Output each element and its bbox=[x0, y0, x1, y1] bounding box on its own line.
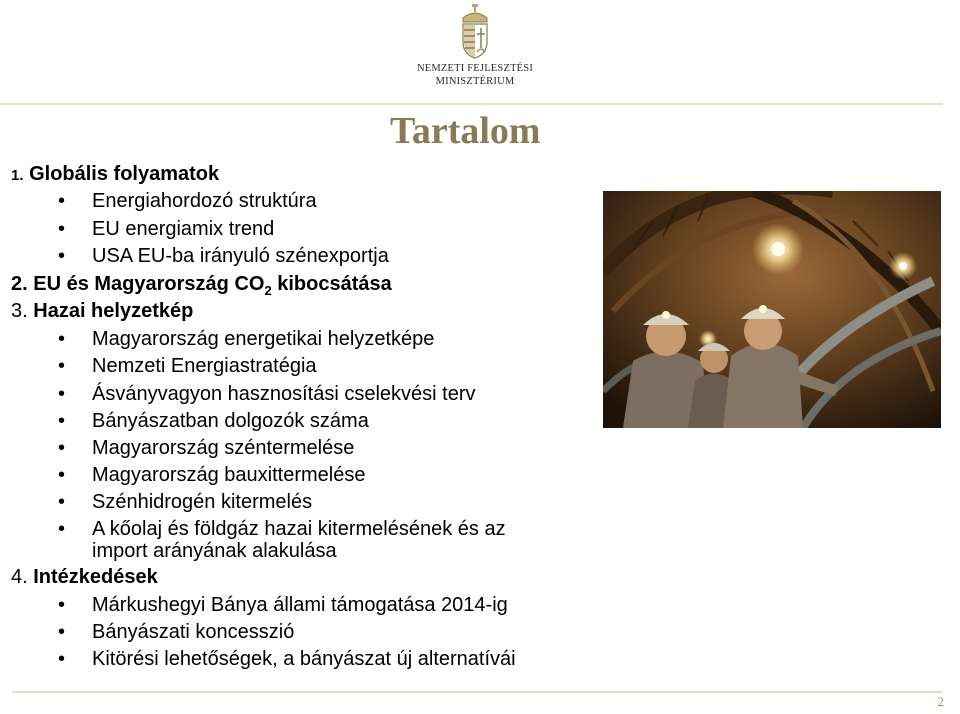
list-item: Bányászatban dolgozók száma bbox=[92, 410, 369, 432]
section-heading bbox=[11, 162, 219, 188]
miners-photo bbox=[603, 191, 941, 428]
bullet-icon: • bbox=[58, 355, 66, 377]
list-item: Nemzeti Energiastratégia bbox=[92, 355, 317, 377]
list-item: USA EU-ba irányuló szénexportja bbox=[92, 245, 389, 267]
bullet-icon: • bbox=[58, 594, 66, 616]
bullet-icon: • bbox=[58, 648, 66, 670]
bullet-icon: • bbox=[58, 410, 66, 432]
section-title-suffix: kibocsátása bbox=[271, 273, 392, 295]
list-item: Ásványvagyon hasznosítási cselekvési terv bbox=[92, 383, 476, 405]
header-divider bbox=[0, 103, 943, 105]
footer-divider bbox=[12, 691, 942, 693]
section-title: Intézkedések bbox=[33, 566, 158, 588]
page-number: 2 bbox=[937, 694, 944, 709]
bullet-icon: • bbox=[58, 518, 66, 540]
section-heading bbox=[11, 565, 158, 589]
section-number: 2. bbox=[11, 273, 28, 295]
section-heading bbox=[11, 299, 193, 323]
bullet-icon: • bbox=[58, 491, 66, 513]
section-title: EU és Magyarország CO bbox=[33, 273, 265, 295]
section-title: Globális folyamatok bbox=[29, 163, 220, 185]
section-number: 1. bbox=[11, 167, 24, 184]
list-item: A kőolaj és földgáz hazai kitermelésének és az bbox=[92, 518, 506, 540]
section-title: Hazai helyzetkép bbox=[33, 300, 194, 322]
bullet-icon: • bbox=[58, 245, 66, 267]
bullet-icon: • bbox=[58, 328, 66, 350]
slide-title: Tartalom bbox=[390, 110, 541, 152]
logo-text-line1: NEMZETI FEJLESZTÉSI bbox=[416, 63, 534, 74]
list-item: Magyarország bauxittermelése bbox=[92, 464, 366, 486]
bullet-icon: • bbox=[58, 218, 66, 240]
list-item: Magyarország energetikai helyzetképe bbox=[92, 328, 435, 350]
subscript: 2 bbox=[264, 283, 272, 298]
list-item-continuation: import arányának alakulása bbox=[92, 540, 337, 562]
list-item: Márkushegyi Bánya állami támogatása 2014-ig bbox=[92, 594, 508, 616]
list-item: Energiahordozó struktúra bbox=[92, 190, 317, 212]
list-item: Bányászati koncesszió bbox=[92, 621, 295, 643]
coat-of-arms-icon bbox=[459, 4, 491, 60]
bullet-icon: • bbox=[58, 190, 66, 212]
bullet-icon: • bbox=[58, 464, 66, 486]
bullet-icon: • bbox=[58, 621, 66, 643]
bullet-icon: • bbox=[58, 383, 66, 405]
section-number: 3. bbox=[11, 300, 28, 322]
list-item: Kitörési lehetőségek, a bányászat új alternatívái bbox=[92, 648, 516, 670]
list-item: Magyarország széntermelése bbox=[92, 437, 355, 459]
list-item: EU energiamix trend bbox=[92, 218, 275, 240]
list-item: Szénhidrogén kitermelés bbox=[92, 491, 313, 513]
section-number: 4. bbox=[11, 566, 28, 588]
logo-text-line2: MINISZTÉRIUM bbox=[435, 76, 515, 87]
ministry-logo bbox=[416, 4, 534, 92]
bullet-icon: • bbox=[58, 437, 66, 459]
